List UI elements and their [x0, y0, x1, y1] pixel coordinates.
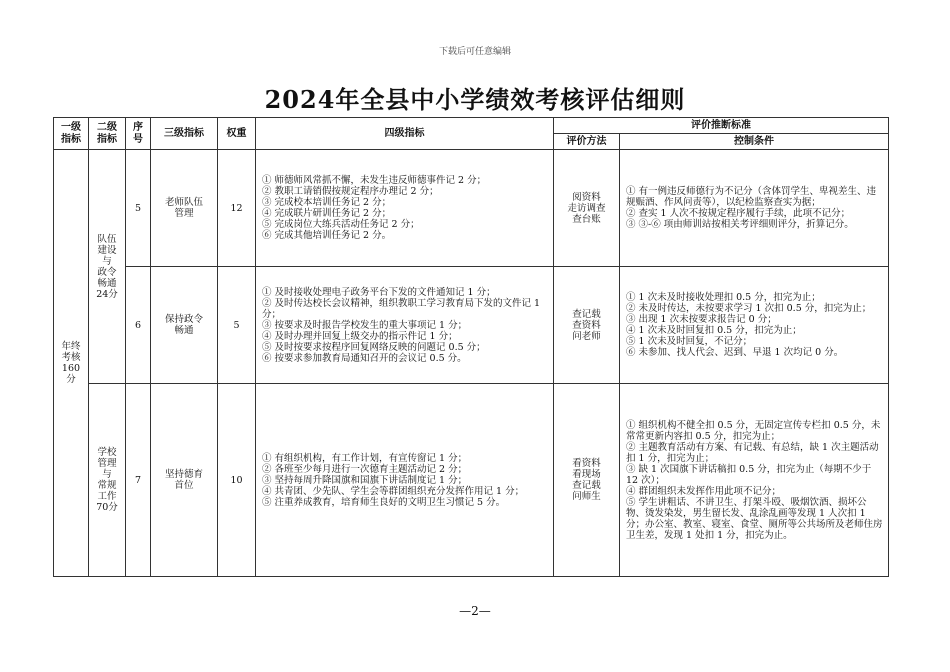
level4-item: ④ 完成联片研训任务记 2 分；: [262, 208, 392, 219]
level4-item: ③ 完成校本培训任务记 2 分；: [262, 197, 392, 208]
level4-item: ⑤ 完成岗位大练兵活动任务记 2 分；: [262, 219, 420, 230]
condition-item: ⑥ 未参加、找人代会、迟到、早退 1 次均记 0 分。: [626, 347, 844, 358]
condition-item: ④ 1 次未及时回复扣 0.5 分，扣完为止；: [626, 325, 802, 336]
level4-item: ② 各班至少每月进行一次德育主题活动记 2 分；: [262, 463, 468, 475]
level4-item: ③ 按要求及时报告学校发生的重大事项记 1 分；: [262, 319, 468, 331]
header-weight: 权重: [218, 118, 256, 150]
row-method: 查记载 查资料 问老师: [554, 267, 620, 384]
condition-item: ② 查实 1 人次不按规定程序履行手续，此项不记分；: [626, 208, 851, 219]
condition-item: ① 有一例违反师德行为不记分（含体罚学生、卑视差生、违规赈酒、作风问责等），以纪检监察查实为据；: [626, 186, 877, 208]
condition-item: ⑤ 学生讲粗话、不讲卫生、打架斗殴、吸烟饮酒、损坏公物、烫发染发，男生留长发、乱涂乱画等发现 1 人次扣 1 分；办公室、教室、寝室、食堂、厕所等公共场所及老师住房卫生差，发现 1 处扣 1 分，扣完为止。: [626, 496, 883, 541]
condition-item: ⑤ 1 次未及时回复，不记分；: [626, 336, 753, 347]
row-level4: [256, 384, 554, 577]
row-conditions: [620, 384, 889, 577]
row-weight: 12: [218, 150, 256, 267]
level2-team: 队伍 建设 与 政令 畅通 24分: [89, 150, 126, 384]
header-level3: 三级指标: [151, 118, 218, 150]
page-title: 2024年全县中小学绩效考核评估细则: [264, 85, 686, 114]
header-level2: 二级 指标: [89, 118, 126, 150]
row-level3: 坚持德育 首位: [151, 384, 218, 577]
condition-item: ③ 缺 1 次国旗下讲话稿扣 0.5 分，扣完为止（每期不少于 12 次）；: [626, 463, 872, 486]
row-level4: [256, 267, 554, 384]
level4-item: ④ 共青团、少先队、学生会等群团组织充分发挥作用记 1 分；: [262, 485, 525, 497]
condition-item: ③ ③-⑥ 项由师训站按相关考评细则评分，折算记分。: [626, 219, 854, 230]
header-level4: 四级指标: [256, 118, 554, 150]
level4-item: ③ 坚持每周升降国旗和国旗下讲话制度记 1 分；: [262, 474, 468, 486]
level4-item: ④ 及时办理并回复上级交办的指示件记 1 分；: [262, 330, 458, 342]
level4-item: ⑥ 按要求参加教育局通知召开的会议记 0.5 分。: [262, 352, 467, 364]
header-level1: 一级 指标: [54, 118, 89, 150]
table-row: [54, 150, 889, 267]
row-method: 阅资料 走访调查 查台账: [554, 150, 620, 267]
header-standard: 评价推断标准: [554, 118, 889, 134]
row-level3: 保持政令 畅通: [151, 267, 218, 384]
level4-item: ① 师德师风常抓不懈，未发生违反师德事件记 2 分；: [262, 175, 487, 186]
condition-item: ① 组织机构不健全扣 0.5 分，无固定宣传专栏扣 0.5 分，未常常更新内容扣 0.5 分，扣完为止；: [626, 419, 881, 442]
table-row: [54, 267, 889, 384]
condition-item: ④ 群团组织未发挥作用此项不记分；: [626, 485, 782, 497]
row-weight: 5: [218, 267, 256, 384]
level2-school: 学校 管理 与 常规 工作 70分: [89, 384, 126, 577]
row-level4: [256, 150, 554, 267]
row-method: 看资料 看现场 查记载 问师生: [554, 384, 620, 577]
assessment-table: [53, 117, 889, 577]
header-seq: 序 号: [126, 118, 151, 150]
condition-item: ① 1 次未及时接收处理扣 0.5 分，扣完为止；: [626, 292, 821, 303]
row-weight: 10: [218, 384, 256, 577]
level4-item: ⑤ 注重养成教育，培育师生良好的文明卫生习惯记 5 分。: [262, 496, 506, 508]
level4-item: ① 及时接收处理电子政务平台下发的文件通知记 1 分；: [262, 286, 496, 298]
row-conditions: [620, 150, 889, 267]
download-note: 下载后可任意编辑: [438, 47, 511, 57]
header-method: 评价方法: [554, 134, 620, 150]
level4-item: ⑤ 及时按要求按程序回复网络反映的问题记 0.5 分；: [262, 341, 486, 353]
page-number: —2—: [459, 604, 491, 618]
row-seq: 7: [126, 384, 151, 577]
level4-item: ② 及时传达校长会议精神，组织教职工学习教育局下发的文件记 1 分；: [262, 297, 541, 320]
condition-item: ③ 出现 1 次未按要求报告记 0 分；: [626, 314, 777, 325]
level4-item: ⑥ 完成其他培训任务记 2 分。: [262, 230, 392, 241]
table-row: [54, 384, 889, 577]
row-level3: 老师队伍 管理: [151, 150, 218, 267]
condition-item: ② 主题教育活动有方案、有记载、有总结，缺 1 次主题活动扣 1 分，扣完为止；: [626, 441, 879, 464]
condition-item: ② 未及时传达，未按要求学习 1 次扣 0.5 分，扣完为止；: [626, 303, 872, 314]
row-seq: 5: [126, 150, 151, 267]
level4-item: ② 教职工请销假按规定程序办理记 2 分；: [262, 186, 439, 197]
header-conditions: 控制条件: [620, 134, 889, 150]
row-seq: 6: [126, 267, 151, 384]
level4-item: ① 有组织机构，有工作计划，有宣传窗记 1 分；: [262, 452, 468, 464]
row-conditions: [620, 267, 889, 384]
level1-cell: 年终 考核 160 分: [54, 150, 89, 577]
